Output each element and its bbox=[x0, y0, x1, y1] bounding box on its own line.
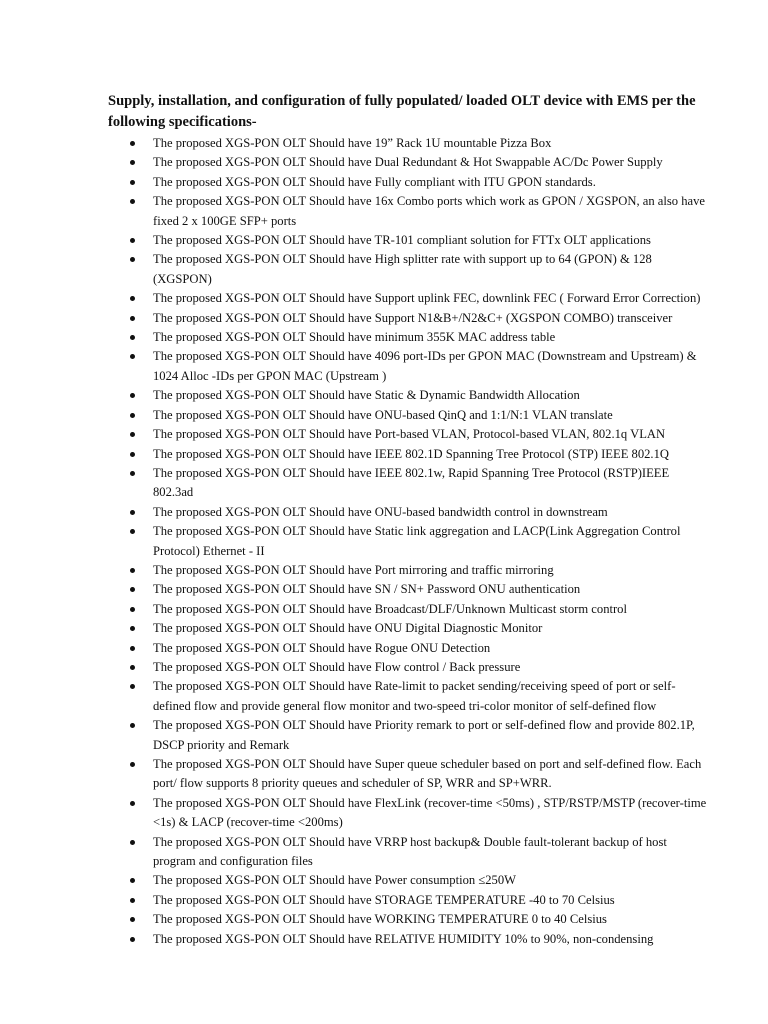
list-item-text: The proposed XGS-PON OLT Should have Broadcast/DLF/Unknown Multicast storm control bbox=[153, 601, 627, 616]
list-item bbox=[0, 871, 768, 890]
bullet-icon bbox=[130, 354, 135, 359]
list-item bbox=[0, 600, 768, 619]
list-item bbox=[0, 891, 768, 910]
list-item bbox=[0, 250, 768, 289]
list-item-text: The proposed XGS-PON OLT Should have Static link aggregation and LACP(Link Aggregation Control Protocol) Ethernet - II bbox=[153, 524, 681, 558]
section-heading: Supply, installation, and configuration of fully populated/ loaded OLT device with EMS per the following specifications- bbox=[108, 93, 696, 130]
bullet-icon bbox=[130, 452, 135, 457]
bullet-icon bbox=[130, 316, 135, 321]
bullet-icon bbox=[130, 646, 135, 651]
bullet-icon bbox=[130, 180, 135, 185]
list-item-text: The proposed XGS-PON OLT Should have 4096 port-IDs per GPON MAC (Downstream and Upstream) & 1024 Alloc -IDs per GPON MAC (Upstream ) bbox=[153, 349, 697, 383]
bullet-icon bbox=[130, 762, 135, 767]
list-item bbox=[0, 347, 768, 386]
list-item-text: The proposed XGS-PON OLT Should have FlexLink (recover-time <50ms) , STP/RSTP/MSTP (recover-time <1s) & LACP (recover-time <200ms) bbox=[153, 795, 707, 830]
bullet-icon bbox=[130, 529, 135, 534]
list-item bbox=[0, 639, 768, 658]
list-item-text: The proposed XGS-PON OLT Should have Support uplink FEC, downlink FEC ( Forward Error Correction) bbox=[153, 291, 701, 306]
list-item-text: The proposed XGS-PON OLT Should have RELATIVE HUMIDITY 10% to 90%, non-condensing bbox=[153, 931, 654, 946]
bullet-icon bbox=[130, 257, 135, 262]
list-item bbox=[0, 677, 768, 716]
list-item-text: The proposed XGS-PON OLT Should have TR-101 compliant solution for FTTx OLT applications bbox=[153, 233, 651, 248]
bullet-icon bbox=[130, 141, 135, 146]
bullet-icon bbox=[130, 723, 135, 728]
list-item-text: The proposed XGS-PON OLT Should have Static & Dynamic Bandwidth Allocation bbox=[153, 388, 580, 403]
bullet-icon bbox=[130, 665, 135, 670]
list-item-text: The proposed XGS-PON OLT Should have Flow control / Back pressure bbox=[153, 659, 521, 674]
list-item-text: The proposed XGS-PON OLT Should have Power consumption ≤250W bbox=[153, 873, 517, 888]
list-item bbox=[0, 192, 768, 231]
list-item-text: The proposed XGS-PON OLT Should have 16x Combo ports which work as GPON / XGSPON, an also have fixed 2 x 100GE SFP+ ports bbox=[153, 194, 705, 228]
bullet-icon bbox=[130, 471, 135, 476]
list-item bbox=[0, 134, 768, 153]
list-item-text: The proposed XGS-PON OLT Should have VRRP host backup& Double fault-tolerant backup of host program and configuration files bbox=[153, 834, 667, 869]
list-item-text: The proposed XGS-PON OLT Should have Port mirroring and traffic mirroring bbox=[153, 562, 554, 577]
bullet-icon bbox=[130, 393, 135, 398]
list-item-text: The proposed XGS-PON OLT Should have Support N1&B+/N2&C+ (XGSPON COMBO) transceiver bbox=[153, 310, 673, 325]
bullet-icon bbox=[130, 296, 135, 301]
bullet-icon bbox=[130, 160, 135, 165]
list-item bbox=[0, 328, 768, 347]
list-item-text: The proposed XGS-PON OLT Should have Super queue scheduler based on port and self-defined flow. Each port/ flow supports 8 priority queues and scheduler of SP, WRR and SP+WRR. bbox=[153, 757, 702, 791]
list-item bbox=[0, 231, 768, 250]
list-item bbox=[0, 580, 768, 599]
bullet-icon bbox=[130, 937, 135, 942]
list-item bbox=[0, 386, 768, 405]
list-item bbox=[0, 464, 768, 503]
list-item bbox=[0, 173, 768, 192]
list-item-text: The proposed XGS-PON OLT Should have Dual Redundant & Hot Swappable AC/Dc Power Supply bbox=[153, 155, 663, 170]
list-item-text: The proposed XGS-PON OLT Should have Port-based VLAN, Protocol-based VLAN, 802.1q VLAN bbox=[153, 427, 666, 442]
list-item bbox=[0, 153, 768, 172]
list-item bbox=[0, 561, 768, 580]
list-item-text: The proposed XGS-PON OLT Should have IEEE 802.1D Spanning Tree Protocol (STP) IEEE 802.1Q bbox=[153, 446, 669, 461]
list-item bbox=[0, 930, 768, 949]
list-item-text: The proposed XGS-PON OLT Should have STORAGE TEMPERATURE -40 to 70 Celsius bbox=[153, 892, 615, 907]
bullet-icon bbox=[130, 199, 135, 204]
bullet-icon bbox=[130, 568, 135, 573]
list-item-text: The proposed XGS-PON OLT Should have minimum 355K MAC address table bbox=[153, 330, 556, 345]
list-item bbox=[0, 503, 768, 522]
bullet-icon bbox=[130, 626, 135, 631]
list-item bbox=[0, 833, 768, 872]
list-item bbox=[0, 910, 768, 929]
list-item-text: The proposed XGS-PON OLT Should have ONU-based bandwidth control in downstream bbox=[153, 504, 608, 519]
bullet-icon bbox=[130, 587, 135, 592]
list-item-text: The proposed XGS-PON OLT Should have Rate-limit to packet sending/receiving speed of port or self-defined flow and provide general flow monitor and two-speed tri-color monitor of self-defined flow bbox=[153, 679, 676, 713]
list-item bbox=[0, 755, 768, 794]
list-item bbox=[0, 658, 768, 677]
list-item-text: The proposed XGS-PON OLT Should have Fully compliant with ITU GPON standards. bbox=[153, 174, 596, 189]
list-item-text: The proposed XGS-PON OLT Should have IEEE 802.1w, Rapid Spanning Tree Protocol (RSTP)IEEE 802.3ad bbox=[153, 465, 670, 500]
bullet-icon bbox=[130, 607, 135, 612]
list-item bbox=[0, 406, 768, 425]
bullet-icon bbox=[130, 335, 135, 340]
list-item bbox=[0, 309, 768, 328]
list-item-text: The proposed XGS-PON OLT Should have 19” Rack 1U mountable Pizza Box bbox=[153, 136, 552, 150]
list-item-text: The proposed XGS-PON OLT Should have Rogue ONU Detection bbox=[153, 640, 491, 655]
list-item bbox=[0, 794, 768, 833]
list-item bbox=[0, 445, 768, 464]
list-item-text: The proposed XGS-PON OLT Should have SN / SN+ Password ONU authentication bbox=[153, 582, 581, 597]
bullet-icon bbox=[130, 878, 135, 883]
bullet-icon bbox=[130, 840, 135, 845]
list-item-text: The proposed XGS-PON OLT Should have ONU-based QinQ and 1:1/N:1 VLAN translate bbox=[153, 407, 613, 422]
bullet-icon bbox=[130, 238, 135, 243]
bullet-icon bbox=[130, 917, 135, 922]
list-item bbox=[0, 716, 768, 755]
bullet-icon bbox=[130, 801, 135, 806]
list-item-text: The proposed XGS-PON OLT Should have Priority remark to port or self-defined flow and provide 802.1P, DSCP priority and Remark bbox=[153, 718, 695, 752]
list-item bbox=[0, 619, 768, 638]
list-item-text: The proposed XGS-PON OLT Should have WORKING TEMPERATURE 0 to 40 Celsius bbox=[153, 912, 607, 927]
bullet-icon bbox=[130, 432, 135, 437]
list-item bbox=[0, 425, 768, 444]
list-item bbox=[0, 522, 768, 561]
bullet-icon bbox=[130, 684, 135, 689]
bullet-icon bbox=[130, 510, 135, 515]
specification-list bbox=[0, 134, 768, 949]
list-item bbox=[0, 289, 768, 308]
bullet-icon bbox=[130, 413, 135, 418]
list-item-text: The proposed XGS-PON OLT Should have ONU Digital Diagnostic Monitor bbox=[153, 621, 543, 636]
list-item-text: The proposed XGS-PON OLT Should have High splitter rate with support up to 64 (GPON) & 128 (XGSPON) bbox=[153, 252, 652, 286]
bullet-icon bbox=[130, 898, 135, 903]
